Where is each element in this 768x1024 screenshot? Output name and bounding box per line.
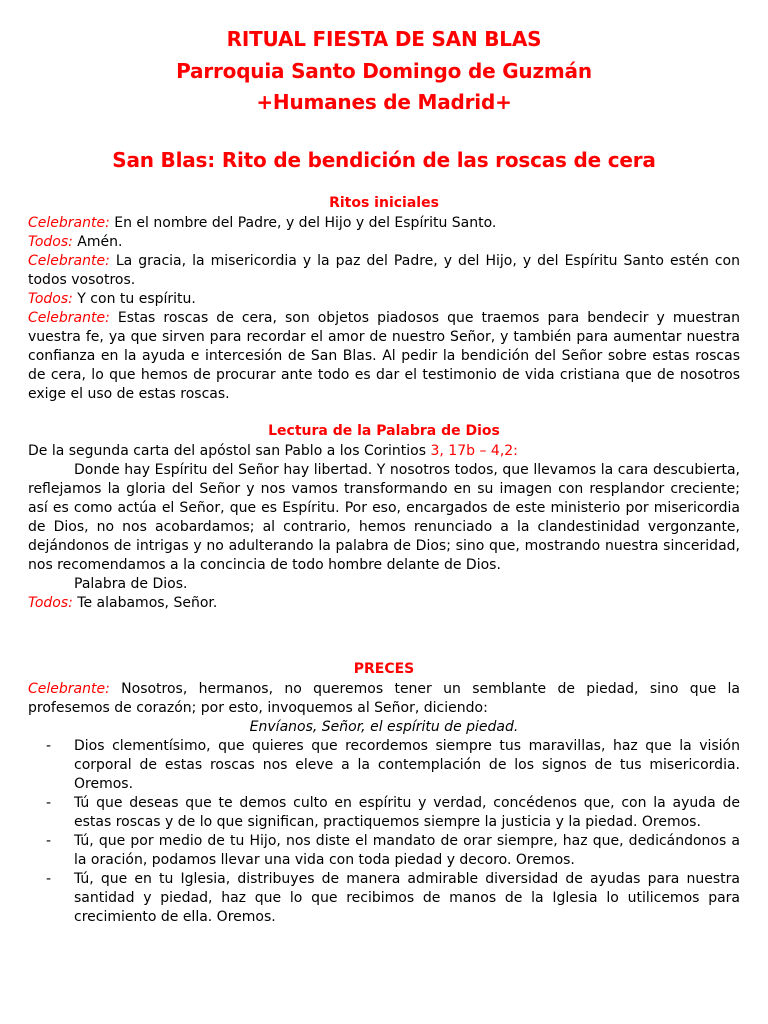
- section-heading-preces: PRECES: [353, 661, 415, 677]
- dash-marker: -: [46, 833, 52, 849]
- lectura-intro-text: De la segunda carta del apóstol san Pablo a los Corintios: [28, 443, 431, 459]
- preces-response: Envíanos, Señor, el espíritu de piedad.: [249, 719, 519, 735]
- prece-text: Tú, que por medio de tu Hijo, nos diste el mandato de orar siempre, haz que, dedicándonos a la oración, podamos llevar una vida con toda piedad y decoro. Oremos.: [74, 833, 740, 868]
- lectura-block: [28, 442, 740, 613]
- preces-block: [28, 680, 740, 927]
- line-text: Amén.: [72, 234, 123, 250]
- role-label: Celebrante:: [28, 215, 110, 231]
- section-heading-lectura: Lectura de la Palabra de Dios: [268, 423, 500, 439]
- scripture-reference: 3, 17b – 4,2:: [430, 443, 518, 459]
- preces-intro: [28, 680, 740, 718]
- dash-marker: -: [46, 738, 52, 754]
- role-label: Todos:: [28, 291, 73, 307]
- ritos-line: [28, 252, 740, 290]
- lectura-response: [28, 594, 740, 613]
- list-item: [28, 870, 740, 927]
- role-label: Celebrante:: [28, 681, 110, 697]
- section-heading-ritos: Ritos iniciales: [329, 195, 439, 211]
- document-subtitle: San Blas: Rito de bendición de las roscas de cera: [112, 148, 656, 172]
- ritos-line: [28, 290, 740, 309]
- prece-text: Tú que deseas que te demos culto en espíritu y verdad, concédenos que, con la ayuda de estas roscas y de lo que significan, practiquemos siempre la justicia y la piedad. Oremos.: [74, 795, 740, 830]
- dash-marker: -: [46, 871, 52, 887]
- line-text: Te alabamos, Señor.: [72, 595, 218, 611]
- lectura-body: Donde hay Espíritu del Señor hay libertad. Y nosotros todos, que llevamos la cara descubierta, reflejamos la gloria del Señor y nos vamos transformando en su imagen con resplandor creciente; así es como actúa el Señor, que es Espíritu. Por eso, encargados de este ministerio por misericordia de Dios, no nos acobardamos; al contrario, hemos renunciado a la clandestinidad vergonzante, dejándonos de intrigas y no adulterando la palabra de Dios; sino que, mostrando nuestra sinceridad, nos recomendamos a la concincia de todo hombre delante de Dios.: [28, 462, 740, 573]
- line-text: Estas roscas de cera, son objetos piadosos que traemos para bendecir y muestran vuestra fe, ya que sirven para recordar el amor de nuestro Señor, y también para aumentar nuestra confianza en la ayuda e intercesión de San Blas. Al pedir la bendición del Señor sobre estas roscas de cera, lo que hemos de procurar ante todo es dar el testimonio de vida cristiana que de nosotros exige el uso de estas roscas.: [28, 310, 740, 402]
- dash-marker: -: [46, 795, 52, 811]
- ritos-line: [28, 309, 740, 404]
- list-item: [28, 737, 740, 794]
- line-text: En el nombre del Padre, y del Hijo y del Espíritu Santo.: [109, 215, 497, 231]
- lectura-intro: [28, 442, 740, 461]
- role-label: Celebrante:: [28, 310, 110, 326]
- prece-text: Dios clementísimo, que quieres que recordemos siempre tus maravillas, haz que la visión corporal de estas roscas nos eleve a la contemplación de los signos de tus misericordia. Oremos.: [74, 738, 740, 792]
- line-text: Y con tu espíritu.: [72, 291, 196, 307]
- prece-text: Tú, que en tu Iglesia, distribuyes de manera admirable diversidad de ayudas para nuestra santidad y piedad, haz que lo que recibimos de manos de la Iglesia lo utilicemos para crecimiento de ella. Oremos.: [74, 871, 740, 925]
- list-item: [28, 832, 740, 870]
- preces-list: [28, 737, 740, 927]
- ritos-iniciales-block: [28, 214, 740, 404]
- ritos-line: [28, 214, 740, 233]
- parish-name: Parroquia Santo Domingo de Guzmán: [176, 59, 592, 83]
- role-label: Celebrante:: [28, 253, 110, 269]
- document-title: RITUAL FIESTA DE SAN BLAS: [226, 27, 542, 51]
- list-item: [28, 794, 740, 832]
- role-label: Todos:: [28, 595, 73, 611]
- ritos-line: [28, 233, 740, 252]
- parish-location: +Humanes de Madrid+: [256, 90, 512, 114]
- line-text: Nosotros, hermanos, no queremos tener un semblante de piedad, sino que la profesemos de corazón; por esto, invoquemos al Señor, diciendo:: [28, 681, 740, 716]
- role-label: Todos:: [28, 234, 73, 250]
- line-text: La gracia, la misericordia y la paz del Padre, y del Hijo, y del Espíritu Santo estén con todos vosotros.: [28, 253, 740, 288]
- lectura-closing: Palabra de Dios.: [74, 576, 188, 592]
